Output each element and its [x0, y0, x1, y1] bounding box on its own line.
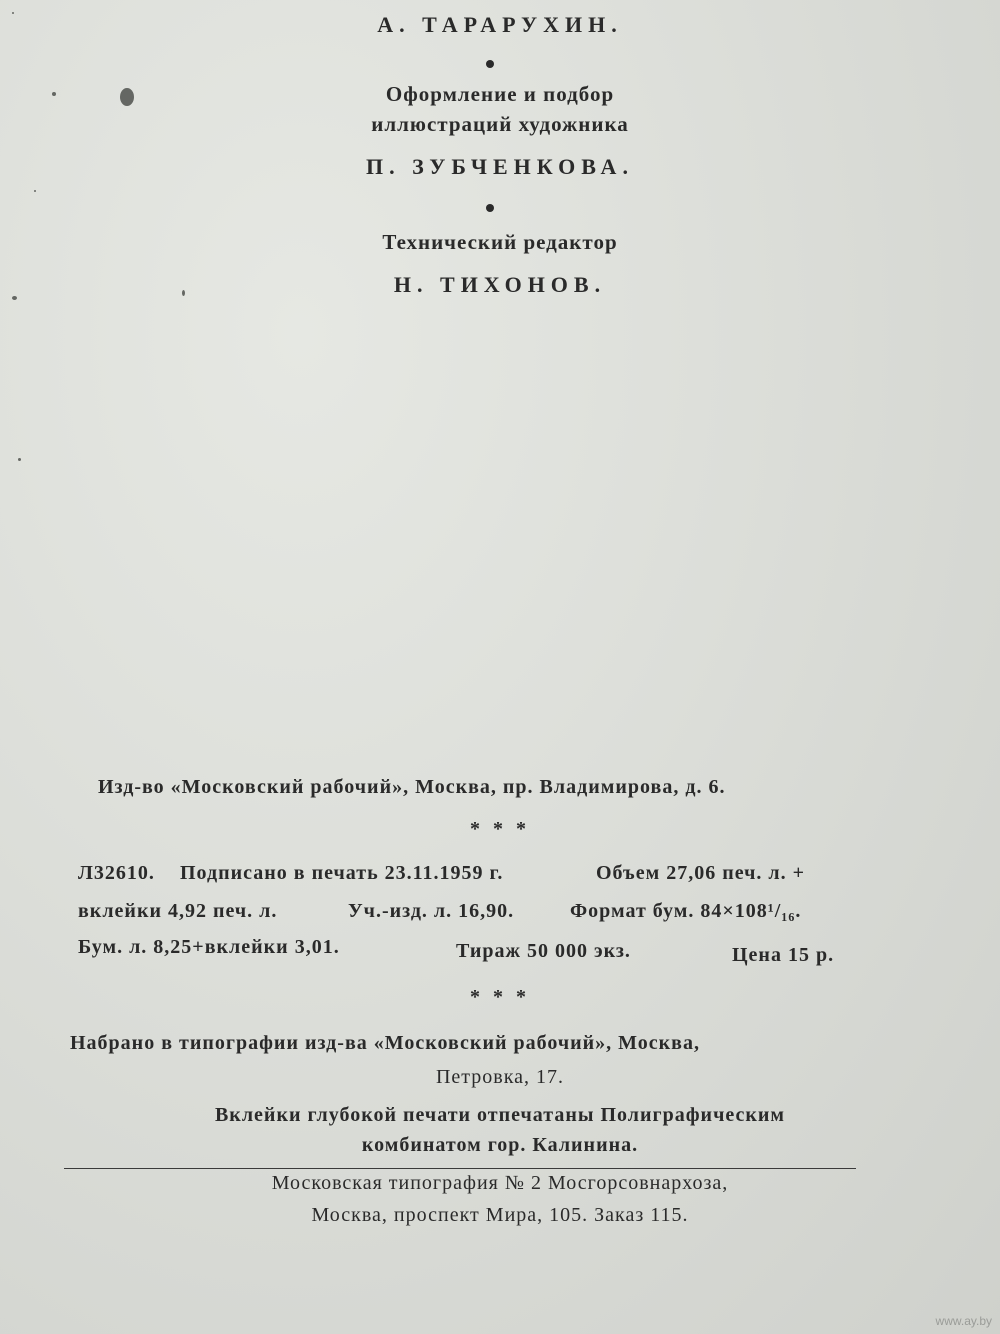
separator-dot [486, 204, 494, 212]
watermark: www.ay.by [935, 1314, 992, 1328]
paper-format: Формат бум. 84×108¹/₁₆. [570, 900, 802, 922]
volume: Объем 27,06 печ. л. + [596, 862, 806, 884]
price: Цена 15 р. [732, 944, 835, 966]
uch-izd-sheets: Уч.-изд. л. 16,90. [348, 900, 515, 922]
imprint-code: Л32610. [78, 862, 155, 884]
designer-name: П. ЗУБЧЕНКОВА. [366, 154, 634, 179]
printer-line-1: Московская типография № 2 Мосгорсовнархоза, [271, 1172, 729, 1194]
paper-speck [18, 458, 21, 461]
design-credit-line-2: иллюстраций художника [371, 112, 629, 136]
signed-to-print: Подписано в печать 23.11.1959 г. [180, 862, 504, 884]
paper-speck [34, 190, 36, 192]
separator-stars: * * * [470, 818, 530, 840]
inserts-line-2: комбинатом гор. Калинина. [361, 1134, 639, 1156]
publisher-line: Изд-во «Московский рабочий», Москва, пр. Владимирова, д. 6. [98, 776, 726, 798]
design-credit-line-1: Оформление и подбор [385, 82, 615, 106]
separator-stars: * * * [470, 986, 530, 1008]
tech-editor-label: Технический редактор [382, 230, 618, 254]
separator-dot [486, 60, 494, 68]
printer-line-2: Москва, проспект Мира, 105. Заказ 115. [311, 1204, 689, 1226]
editor-name: А. ТАРАРУХИН. [377, 12, 623, 37]
print-run: Тираж 50 000 экз. [456, 940, 631, 962]
tech-editor-name: Н. ТИХОНОВ. [393, 272, 607, 297]
inserts-volume: вклейки 4,92 печ. л. [78, 900, 278, 922]
paper-sheets: Бум. л. 8,25+вклейки 3,01. [78, 936, 340, 958]
typeset-line-1: Набрано в типографии изд-ва «Московский рабочий», Москва, [70, 1032, 700, 1054]
inserts-line-1: Вклейки глубокой печати отпечатаны Полиграфическим [214, 1104, 786, 1126]
divider-rule [64, 1168, 856, 1169]
typeset-line-2: Петровка, 17. [435, 1066, 565, 1088]
